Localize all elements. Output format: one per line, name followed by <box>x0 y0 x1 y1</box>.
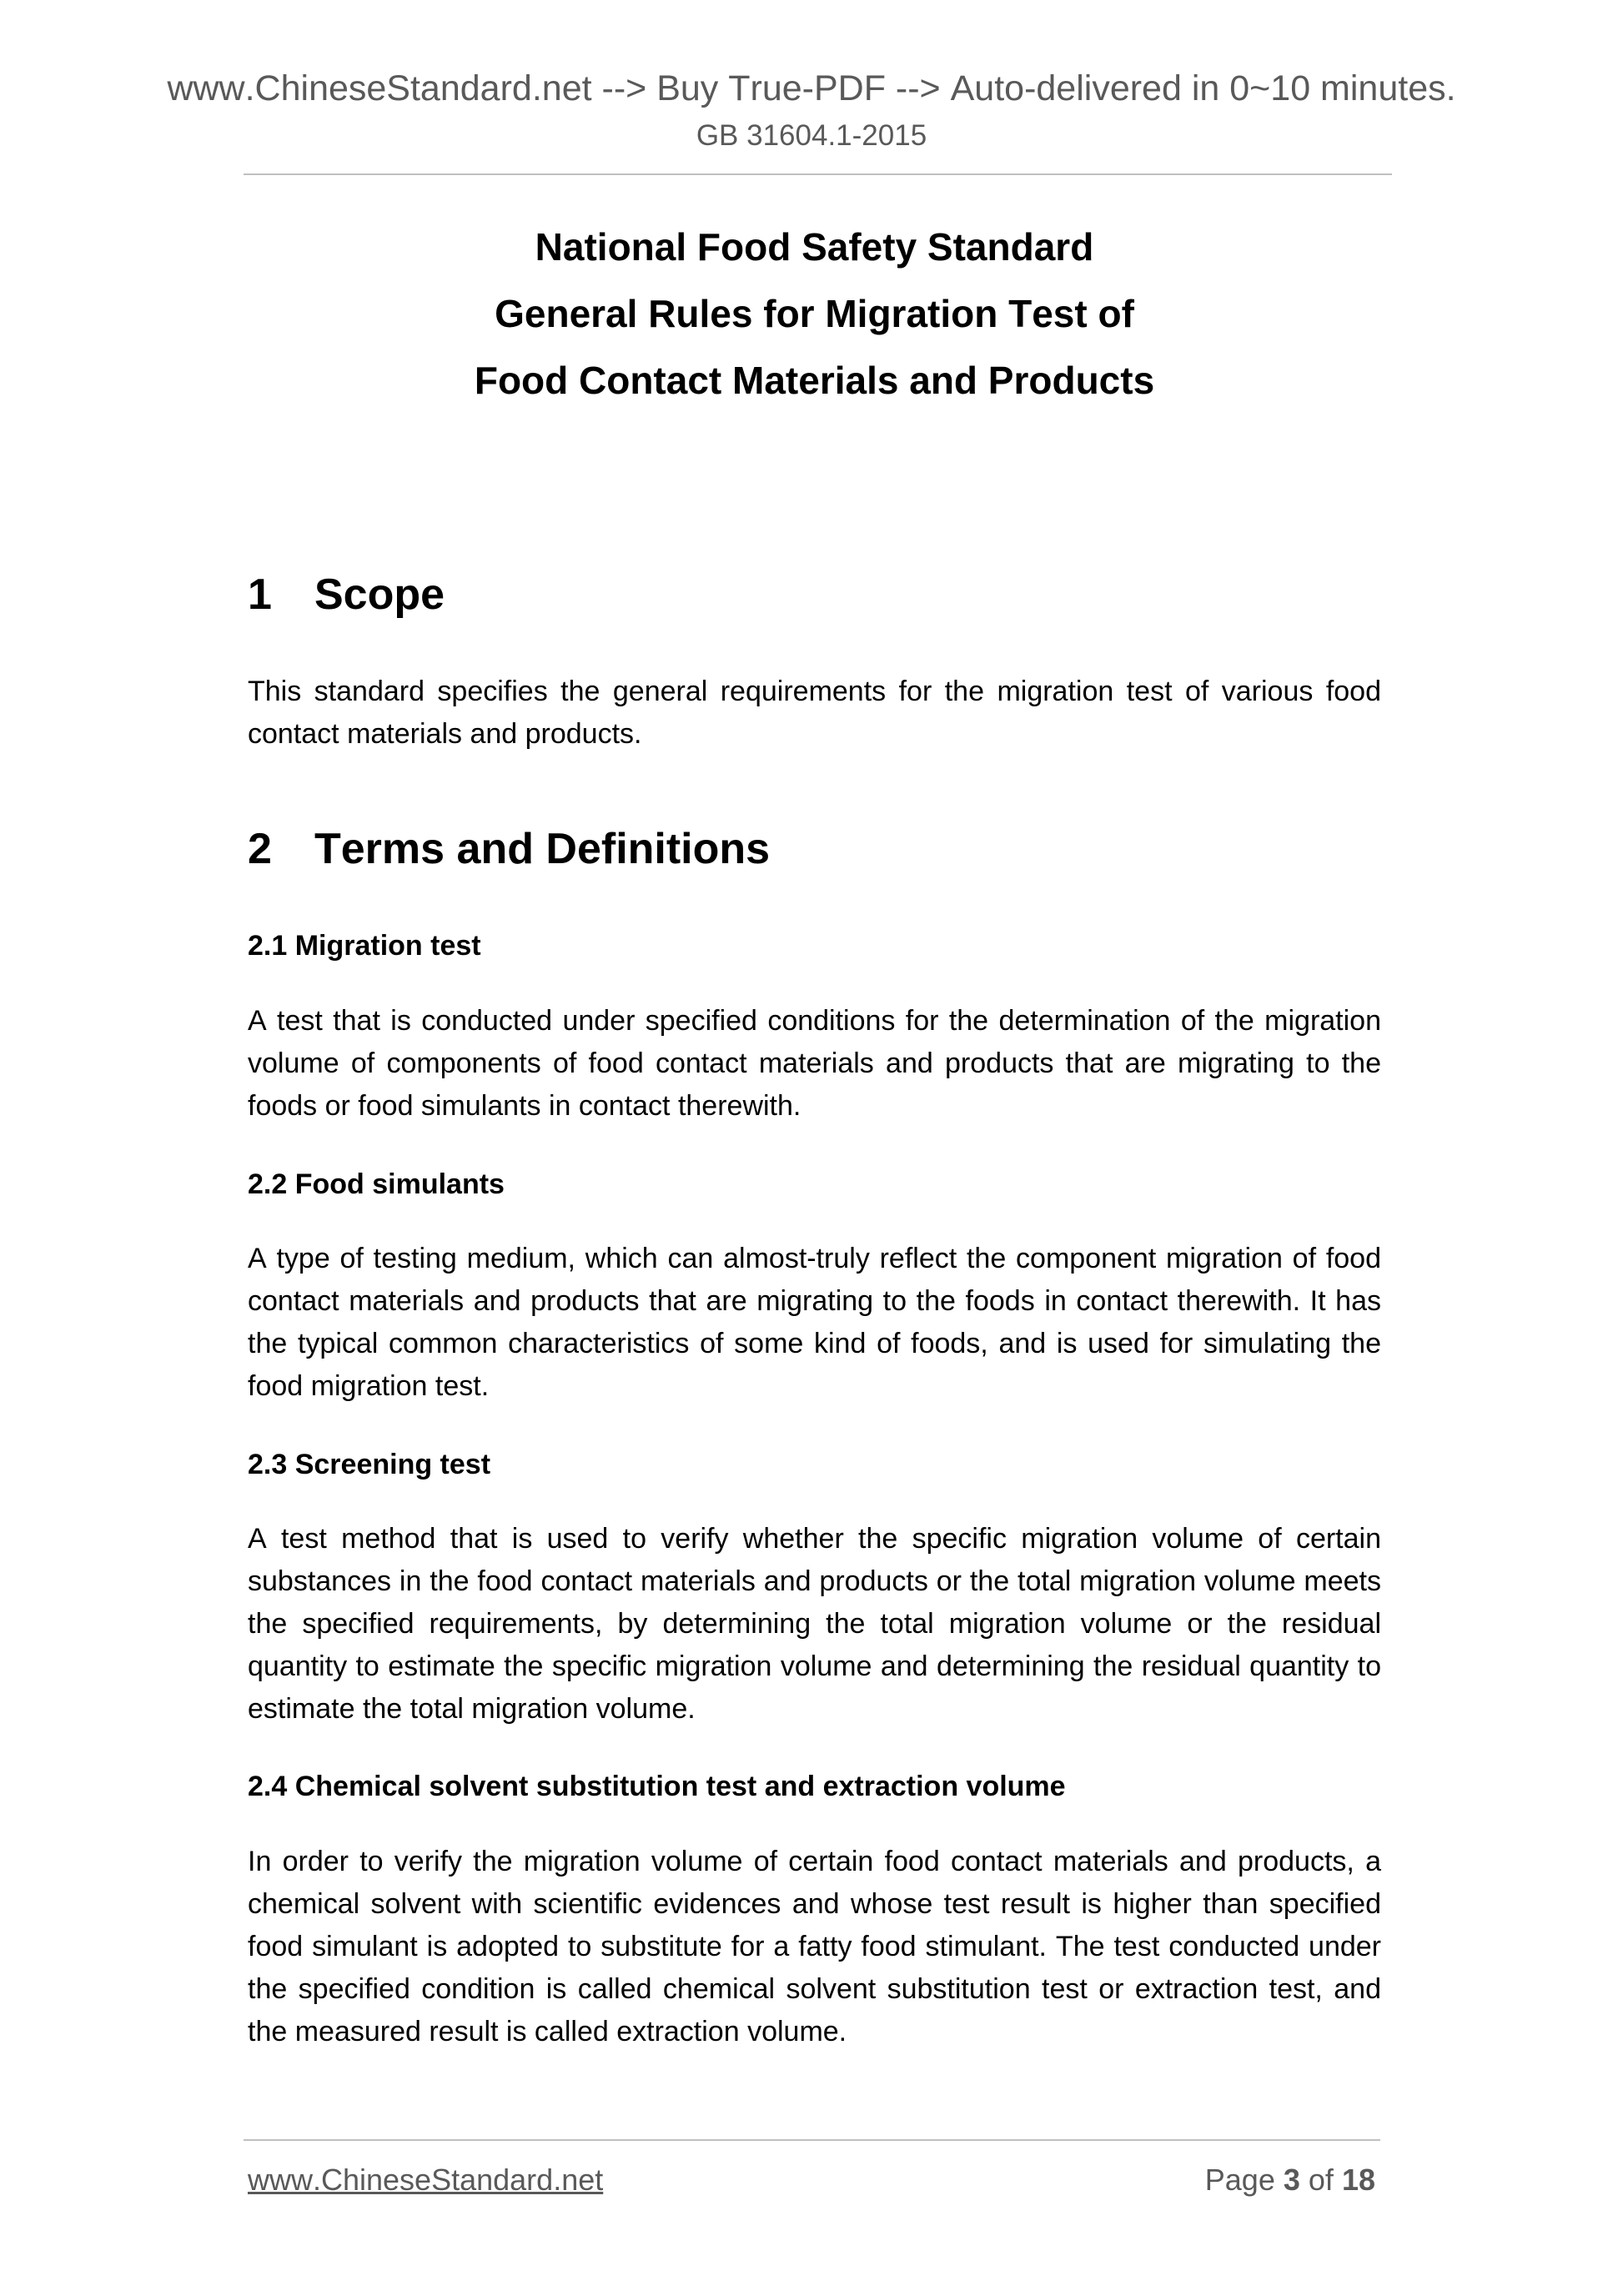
subsection-title: Screening test <box>294 1449 491 1480</box>
section-heading-scope <box>248 568 445 621</box>
header-banner: www.ChineseStandard.net --> Buy True-PDF --> Auto-delivered in 0~10 minutes. <box>167 68 1456 108</box>
scope-paragraph: This standard specifies the general requirements for the migration test of various food contact materials and products. <box>248 676 1381 750</box>
section-title: Terms and Definitions <box>314 825 771 873</box>
subsection-title: Migration test <box>294 930 481 962</box>
subsection-number: 2.1 <box>248 930 288 962</box>
subsection-heading-food-simulants <box>248 1163 505 1206</box>
header-divider <box>244 173 1392 175</box>
subsection-heading-screening-test <box>248 1444 490 1486</box>
subsection-heading-chemical-solvent <box>248 1766 1066 1808</box>
section-title: Scope <box>314 570 445 619</box>
page-label: Page <box>1204 2163 1275 2197</box>
document-title <box>248 214 1381 414</box>
section-number: 1 <box>248 570 272 619</box>
title-line: General Rules for Migration Test of <box>495 292 1134 335</box>
subsection-title: Chemical solvent substitution test and extraction volume <box>294 1771 1066 1802</box>
subsection-number: 2.3 <box>248 1449 288 1480</box>
page-of-label: of <box>1308 2163 1334 2197</box>
title-line: Food Contact Materials and Products <box>474 359 1155 402</box>
section-heading-terms <box>248 822 770 876</box>
total-page-count: 18 <box>1341 2163 1375 2197</box>
definition-paragraph: A test that is conducted under specified conditions for the determination of the migration volume of components of food contact materials and products that are migrating to the foods or food simulants in contact therewith. <box>248 1005 1381 1122</box>
title-line: National Food Safety Standard <box>535 225 1094 269</box>
subsection-title: Food simulants <box>294 1168 505 1200</box>
definition-paragraph: A test method that is used to verify whether the specific migration volume of certain substances in the food contact materials and products or the total migration volume meets the specified requirements, by determining the total migration volume or the residual quantity to estimate the specific migration volume and determining the residual quantity to estimate the total migration volume. <box>248 1523 1381 1725</box>
page-indicator <box>1205 2162 1375 2198</box>
section-number: 2 <box>248 825 272 873</box>
footer-divider <box>244 2139 1380 2141</box>
current-page-number: 3 <box>1283 2163 1300 2197</box>
definition-paragraph: A type of testing medium, which can almost-truly reflect the component migration of food contact materials and products that are migrating to the foods in contact therewith. It has the typical common characteristics of some kind of foods, and is used for simulating the food migration test. <box>248 1243 1381 1402</box>
subsection-heading-migration-test <box>248 925 481 967</box>
footer-site-link[interactable]: www.ChineseStandard.net <box>248 2163 604 2197</box>
standard-code: GB 31604.1-2015 <box>696 119 927 152</box>
definition-paragraph: In order to verify the migration volume of certain food contact materials and products, a chemical solvent with scientific evidences and whose test result is higher than specified food simulant is adopted to substitute for a fatty food stimulant. The test conducted under the specified condition is called chemical solvent substitution test or extraction test, and the measured result is called extraction volume. <box>248 1846 1381 2047</box>
subsection-number: 2.4 <box>248 1771 288 1802</box>
subsection-number: 2.2 <box>248 1168 288 1200</box>
